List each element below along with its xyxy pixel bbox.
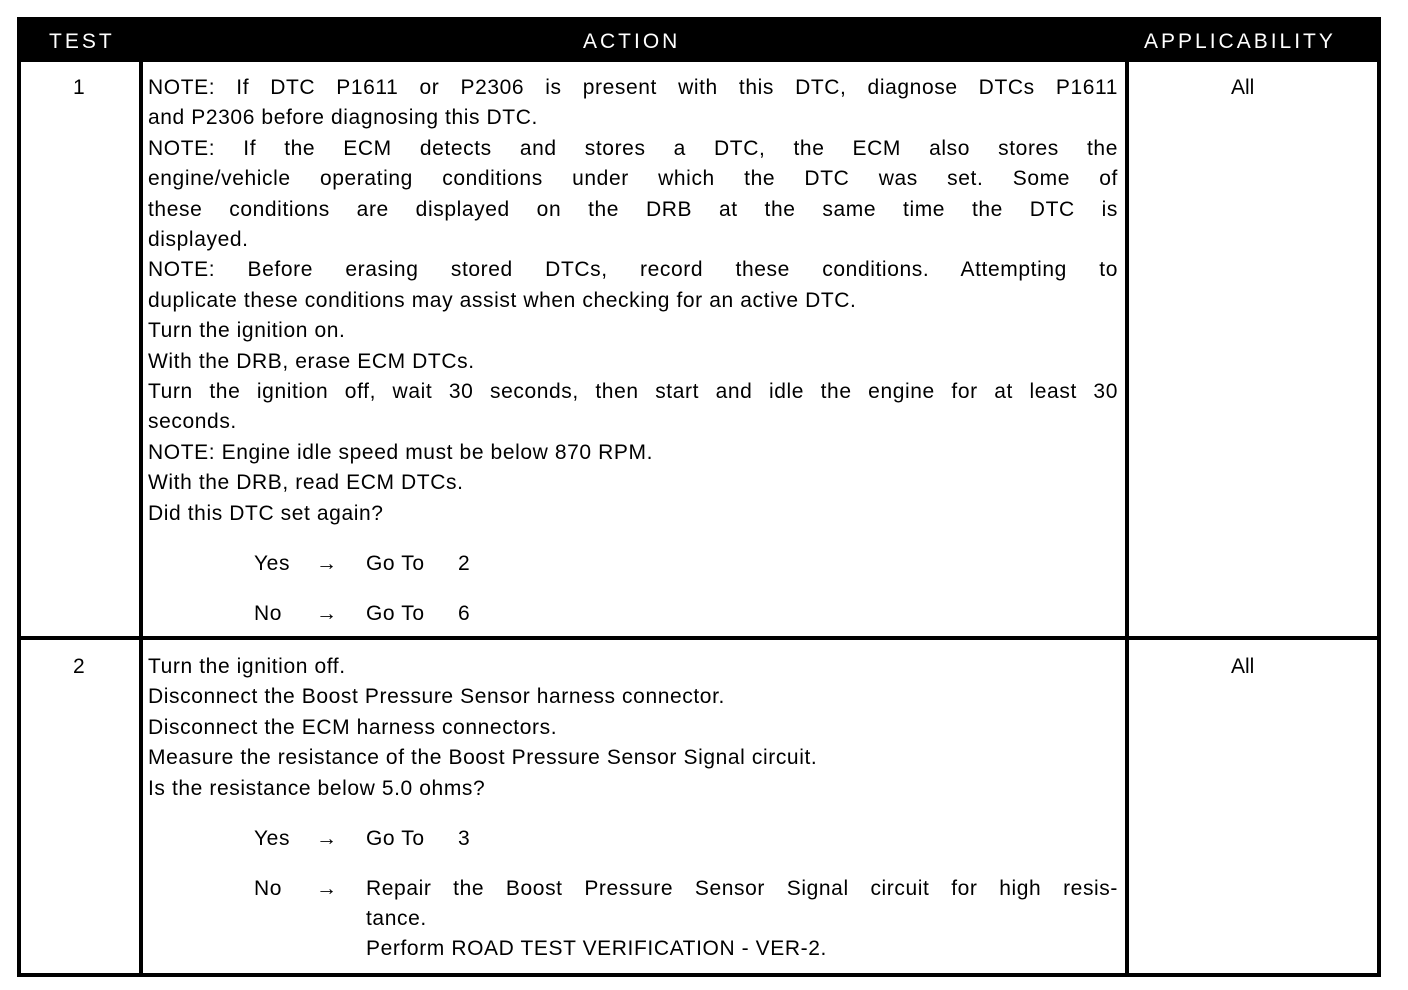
action-line: Is the resistance below 5.0 ohms?	[148, 776, 486, 800]
repair-line: Perform ROAD TEST VERIFICATION - VER-2.	[366, 937, 827, 961]
repair-instructions	[366, 874, 1118, 965]
action-line: seconds.	[148, 410, 237, 434]
arrow-right-icon: →	[316, 601, 338, 625]
answer-yes	[148, 824, 1118, 854]
row-divider	[21, 636, 1377, 640]
action-line: Turn the ignition off, wait 30 seconds, then start and idle the engine for at least 30	[148, 380, 1118, 404]
goto-label: Go To	[366, 601, 425, 625]
answer-label: Yes	[254, 826, 291, 850]
applicability-value: All	[1231, 655, 1255, 678]
test-number: 1	[73, 76, 85, 99]
action-line: Disconnect the Boost Pressure Sensor harness connector.	[148, 685, 725, 709]
action-line: Measure the resistance of the Boost Pressure Sensor Signal circuit.	[148, 746, 818, 770]
action-cell	[148, 73, 1118, 629]
answer-yes	[148, 549, 1118, 579]
applicability-value: All	[1231, 76, 1255, 99]
action-line: NOTE: If the ECM detects and stores a DTC, the ECM also stores the	[148, 136, 1118, 160]
action-line: NOTE: Before erasing stored DTCs, record these conditions. Attempting to	[148, 258, 1118, 282]
action-line: NOTE: Engine idle speed must be below 870 RPM.	[148, 440, 654, 464]
action-line: Turn the ignition on.	[148, 319, 346, 343]
repair-line: tance.	[366, 907, 427, 931]
answer-label: No	[254, 601, 283, 625]
action-line: Turn the ignition off.	[148, 655, 346, 678]
repair-line: Repair the Boost Pressure Sensor Signal circuit for high resis-	[366, 876, 1118, 900]
goto-target: 6	[458, 601, 471, 625]
header-test: TEST	[49, 30, 115, 53]
column-divider	[139, 62, 143, 973]
action-line: displayed.	[148, 228, 249, 252]
header-action: ACTION	[583, 30, 681, 53]
answer-label: No	[254, 876, 283, 900]
header-applicability: APPLICABILITY	[1144, 30, 1336, 53]
action-cell	[148, 652, 1118, 961]
action-line: NOTE: If DTC P1611 or P2306 is present with this DTC, diagnose DTCs P1611	[148, 76, 1118, 99]
column-divider	[1125, 62, 1129, 973]
answer-label: Yes	[254, 551, 291, 575]
goto-label: Go To	[366, 826, 425, 850]
action-line: Did this DTC set again?	[148, 501, 384, 525]
arrow-right-icon: →	[316, 826, 338, 850]
arrow-right-icon: →	[316, 876, 338, 900]
answer-no	[148, 874, 1118, 961]
action-line: engine/vehicle operating conditions under which the DTC was set. Some of	[148, 167, 1118, 191]
goto-target: 2	[458, 551, 471, 575]
diagnostic-table	[17, 17, 1381, 977]
arrow-right-icon: →	[316, 551, 338, 575]
action-line: duplicate these conditions may assist when checking for an active DTC.	[148, 288, 857, 312]
action-line: With the DRB, erase ECM DTCs.	[148, 349, 475, 373]
answer-no	[148, 599, 1118, 629]
goto-label: Go To	[366, 551, 425, 575]
action-line: Disconnect the ECM harness connectors.	[148, 715, 558, 739]
action-line: these conditions are displayed on the DRB at the same time the DTC is	[148, 197, 1118, 221]
action-line: and P2306 before diagnosing this DTC.	[148, 106, 538, 130]
goto-target: 3	[458, 826, 471, 850]
test-number: 2	[73, 655, 85, 678]
action-line: With the DRB, read ECM DTCs.	[148, 471, 464, 495]
table-header	[21, 21, 1377, 62]
